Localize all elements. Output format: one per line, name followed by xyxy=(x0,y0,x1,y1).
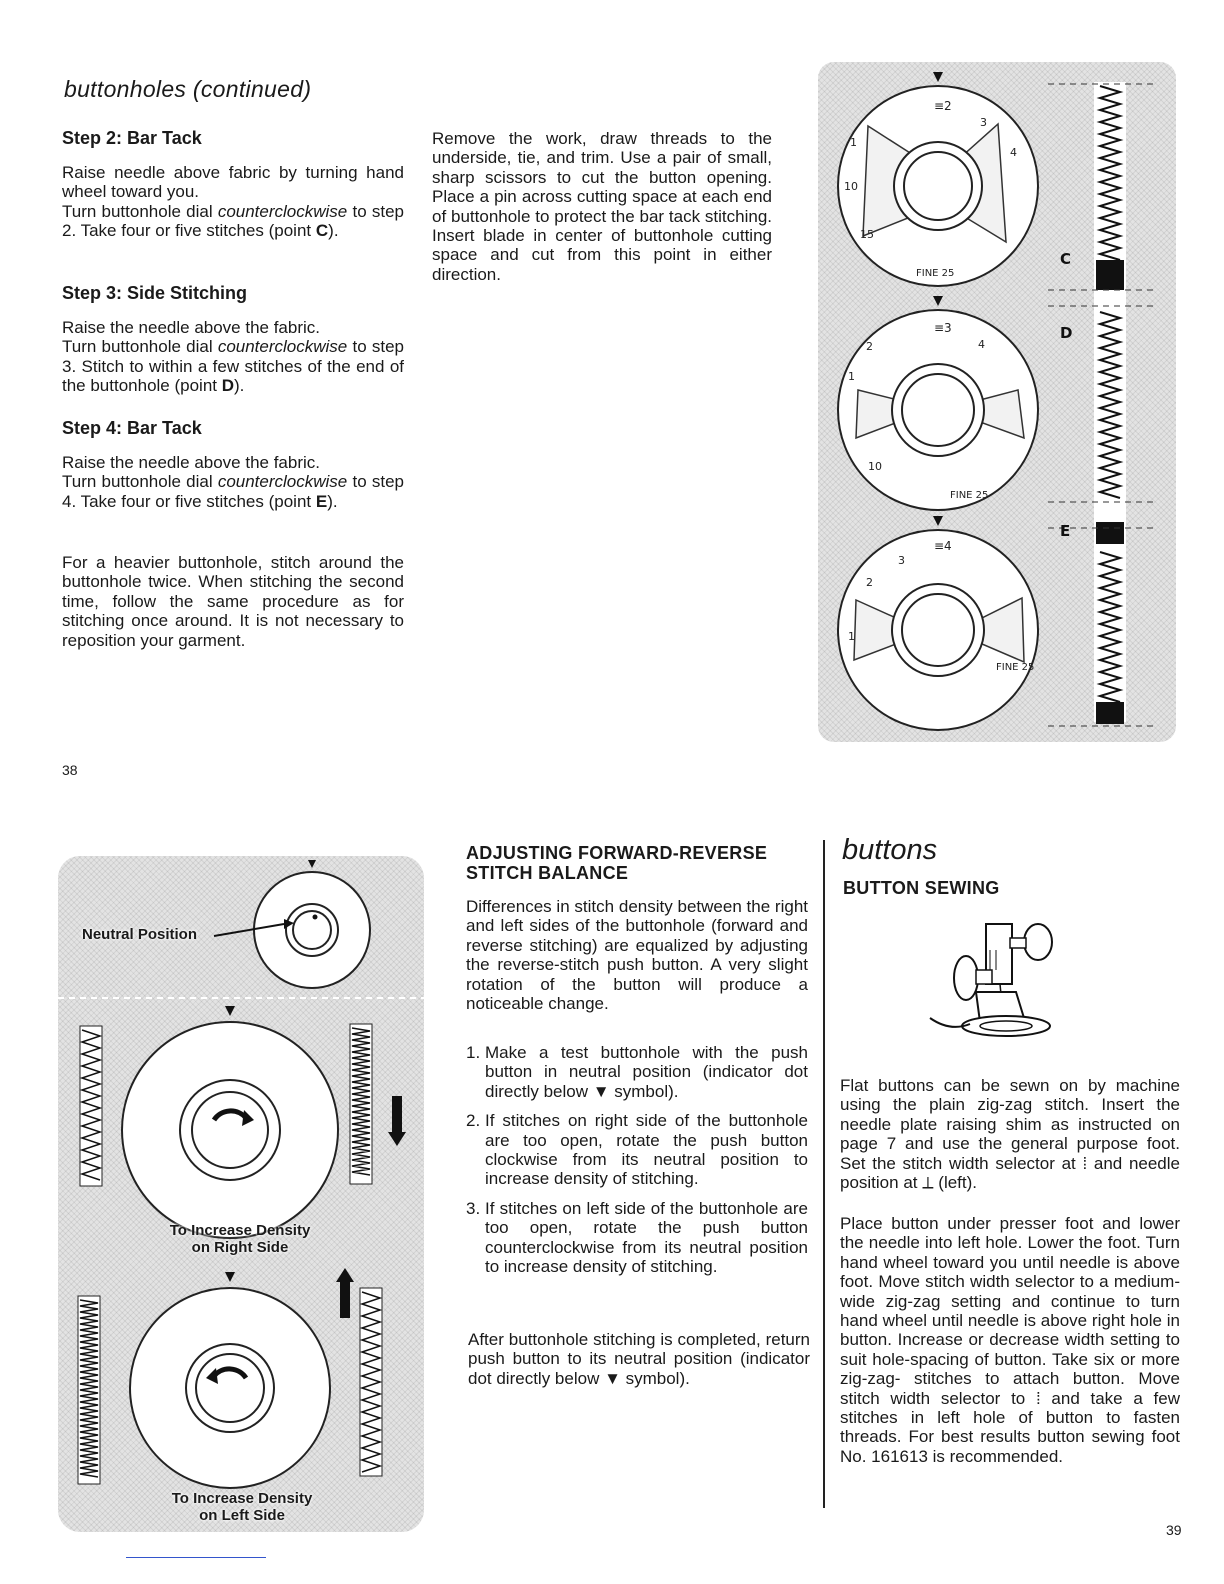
step3-text: Raise the needle above the fabric. Turn buttonhole dial counterclockwise to step 3. Stitch to within a few stitches of the end of the buttonhole (point D). xyxy=(62,318,404,396)
dial-figure-svg xyxy=(818,62,1176,742)
neutral-position-label: Neutral Position xyxy=(82,926,198,943)
step2-block xyxy=(62,128,404,241)
increase-left-label: To Increase Density on Left Side xyxy=(171,1490,313,1524)
svg-text:4: 4 xyxy=(978,338,985,351)
blue-rule xyxy=(126,1557,266,1558)
point-c-label: C xyxy=(1060,250,1072,268)
increase-right-label: To Increase Density on Right Side xyxy=(169,1222,311,1256)
step4-block xyxy=(62,418,404,511)
svg-text:15: 15 xyxy=(860,228,874,241)
buttonhole-dial-step2 xyxy=(838,72,1038,286)
fine-label-3: FINE 25 xyxy=(996,662,1035,673)
svg-text:1: 1 xyxy=(850,136,857,149)
page-number-39: 39 xyxy=(1166,1522,1182,1538)
step2-text: Raise needle above fabric by turning hand wheel toward you. Turn buttonhole dial counterclockwise to step 2. Take four or five stitches (point C). xyxy=(62,163,404,241)
density-figure-svg xyxy=(58,856,424,1532)
list-item: 2. If stitches on right side of the buttonhole are too open, rotate the push button clockwise from its neutral position to increase density of stitching. xyxy=(466,1111,808,1189)
point-d-label: D xyxy=(1060,324,1073,342)
page-number-38: 38 xyxy=(62,762,78,778)
fine-label-2: FINE 25 xyxy=(950,490,989,501)
buttonhole-dial-step3 xyxy=(838,296,1038,510)
clockwise-dial xyxy=(122,1006,338,1238)
column-divider xyxy=(823,840,825,1508)
section-title: buttonholes (continued) xyxy=(64,76,312,102)
buttonhole-stitch-illustration xyxy=(1048,82,1158,726)
point-e-label: E xyxy=(1060,522,1071,540)
svg-text:3: 3 xyxy=(898,554,905,567)
density-figure-panel xyxy=(58,856,424,1532)
place-button-text: Place button under presser foot and lower the needle into left hole. Lower the foot. Turn hand wheel toward you until needle is above foot. Move stitch width selector to a medium-wide zig-zag setting and continue to turn hand wheel until needle is above right hole in button. Increase or decrease width setting to suit hole-spacing of button. Take six or more zig-zag- stitches to attach button. Move stitch width selector to ⁞ and take a few stitches in left hole of button to fasten threads. For best results button sewing foot No. 161613 is recommended. xyxy=(840,1214,1180,1466)
svg-text:≡3: ≡3 xyxy=(934,321,952,335)
svg-text:1: 1 xyxy=(848,370,855,383)
flat-buttons-text: Flat buttons can be sewn on by machine using the plain zig-zag stitch. Insert the needle plate raising shim as instructed on page 7 and use the general purpose foot. Set the stitch width selector at ⁞ and needle position at ⟂ (left). xyxy=(840,1076,1180,1193)
svg-text:≡2: ≡2 xyxy=(934,99,952,113)
step3-title: Step 3: Side Stitching xyxy=(62,283,248,303)
step4-text: Raise the needle above the fabric. Turn buttonhole dial counterclockwise to step 4. Take four or five stitches (point E). xyxy=(62,453,404,511)
remove-work-text: Remove the work, draw threads to the underside, tie, and trim. Use a pair of small, sharp scissors to cut the button opening. Place a pin across cutting space at each end of buttonhole to protect the bar tack stitching. Insert blade in center of buttonhole cutting space and cut from this point in either direction. xyxy=(432,129,772,284)
fine-label-1: FINE 25 xyxy=(916,268,955,279)
svg-text:2: 2 xyxy=(866,340,873,353)
dial-figure-panel xyxy=(818,62,1176,742)
svg-text:10: 10 xyxy=(868,460,882,473)
adjust-intro: Differences in stitch density between the right and left sides of the buttonhole (forward and reverse stitching) are equalized by adjusting the reverse-stitch push button. A very slight rotation of the button will produce a noticeable change. xyxy=(466,897,808,1014)
step3-block xyxy=(62,283,404,396)
button-sewing-heading: BUTTON SEWING xyxy=(843,878,1000,898)
buttons-title: buttons xyxy=(842,834,938,866)
presser-foot-illustration xyxy=(920,922,1070,1052)
adjust-steps-list xyxy=(466,1043,808,1286)
list-item: 1. Make a test buttonhole with the push button in neutral position (indicator dot directly below ▼ symbol). xyxy=(466,1043,808,1101)
neutral-dial xyxy=(254,860,370,988)
svg-text:3: 3 xyxy=(980,116,987,129)
buttonhole-dial-step4 xyxy=(838,516,1038,730)
svg-text:1: 1 xyxy=(848,630,855,643)
heavier-note: For a heavier buttonhole, stitch around the buttonhole twice. When stitching the second time, follow the same procedure as for stitching once around. It is not necessary to reposition your garment. xyxy=(62,553,404,650)
step4-title: Step 4: Bar Tack xyxy=(62,418,202,438)
svg-text:4: 4 xyxy=(1010,146,1017,159)
svg-text:2: 2 xyxy=(866,576,873,589)
step2-title: Step 2: Bar Tack xyxy=(62,128,202,148)
counterclockwise-dial xyxy=(130,1272,330,1488)
svg-text:≡4: ≡4 xyxy=(934,539,952,553)
svg-text:10: 10 xyxy=(844,180,858,193)
list-item: 3. If stitches on left side of the buttonhole are too open, rotate the push button counterclockwise from its neutral position to increase density of stitching. xyxy=(466,1198,808,1277)
adjust-heading: ADJUSTING FORWARD-REVERSE STITCH BALANCE xyxy=(466,843,768,883)
after-note: After buttonhole stitching is completed, return push button to its neutral position (indicator dot directly below ▼ symbol). xyxy=(468,1330,810,1388)
